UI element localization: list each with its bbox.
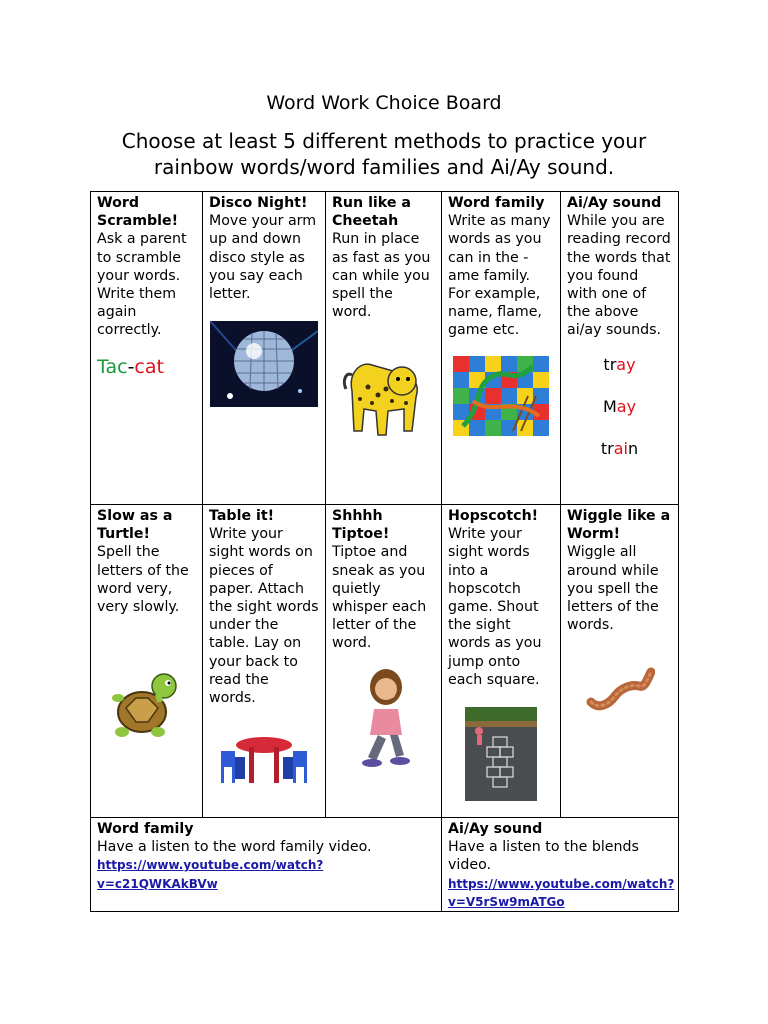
cell-heading: Ai/Ay sound — [567, 195, 662, 211]
cell-heading: Shhhh Tiptoe! — [332, 508, 390, 543]
word-train: train — [600, 439, 639, 459]
cell-ai-ay-sound — [561, 192, 679, 505]
cell-text: Ask a parent to scramble your words. Write them again correctly. — [97, 231, 187, 339]
cell-word-scramble — [91, 192, 203, 505]
cell-text: Tiptoe and sneak as you quietly whisper each letter of the word. — [332, 544, 427, 652]
cell-text: Spell the letters of the word very, very slowly. — [97, 544, 189, 616]
page-title: Word Work Choice Board — [266, 92, 502, 114]
cell-heading: Disco Night! — [209, 195, 308, 211]
cell-text: Write your sight words into a hopscotch game. Shout the sight words as you jump onto each square. — [448, 526, 542, 688]
video-link-ai-ay-sound[interactable]: https://www.youtube.com/watch? v=V5rSw9mATGo — [448, 876, 675, 909]
cell-heading: Slow as a Turtle! — [97, 508, 173, 543]
cell-text: Wiggle all around while you spell the letters of the words. — [567, 544, 659, 634]
choice-board-table — [90, 191, 679, 912]
scramble-word: Tac — [97, 355, 128, 378]
cell-slow-turtle — [91, 505, 203, 818]
tiptoe-girl-icon — [356, 665, 412, 775]
cell-word-family — [442, 192, 561, 505]
cell-text: Have a listen to the word family video. — [97, 839, 372, 856]
cell-heading: Word family — [448, 195, 545, 211]
cell-heading: Table it! — [209, 508, 275, 524]
cell-disco-night — [203, 192, 326, 505]
cell-heading: Word Scramble! — [97, 195, 179, 230]
cell-heading: Word family — [97, 821, 194, 837]
word-may: May — [602, 396, 637, 416]
word-tray: tray — [603, 354, 636, 374]
turtle-icon — [112, 668, 182, 744]
cell-text: Run in place as fast as you can while you spell the word. — [332, 231, 431, 321]
cell-heading: Wiggle like a Worm! — [567, 508, 671, 543]
page-subtitle: Choose at least 5 different methods to practice your rainbow words/word families and Ai/Ay sound. — [121, 129, 647, 179]
hopscotch-photo-icon — [465, 707, 537, 801]
cell-hopscotch — [442, 505, 561, 818]
table-chairs-icon — [219, 735, 309, 787]
video-link-word-family[interactable]: https://www.youtube.com/watch? v=c21QWKAkBVw — [97, 858, 324, 891]
cell-heading: Hopscotch! — [448, 508, 539, 524]
cell-text: Write as many words as you can in the -ame family. For example, name, flame, game etc. — [448, 213, 551, 339]
scramble-separator: - — [127, 355, 135, 378]
cell-text: While you are reading record the words that you found with one of the above ai/ay sounds. — [567, 213, 671, 339]
cell-wiggle-worm — [561, 505, 679, 818]
cell-shhhh-tiptoe — [326, 505, 442, 818]
snakes-ladders-board-icon — [453, 356, 549, 436]
cell-heading: Run like a Cheetah — [332, 195, 411, 230]
ai-ay-word-list — [567, 356, 672, 459]
cheetah-icon — [342, 351, 426, 441]
cell-bottom-ai-ay-sound — [442, 818, 679, 912]
worm-icon — [585, 664, 655, 712]
cell-text: Have a listen to the blends video. — [448, 839, 639, 874]
cell-text: Move your arm up and down disco style as you say each letter. — [209, 213, 317, 303]
cell-bottom-word-family — [91, 818, 442, 912]
disco-ball-icon — [210, 321, 318, 407]
cell-table-it — [203, 505, 326, 818]
cell-text: Write your sight words on pieces of paper. Attach the sight words under the table. Lay on your back to read the words. — [209, 526, 319, 707]
scramble-example — [97, 355, 196, 378]
cell-heading: Ai/Ay sound — [448, 821, 543, 837]
correct-word: cat — [134, 355, 164, 378]
cell-run-like-cheetah — [326, 192, 442, 505]
